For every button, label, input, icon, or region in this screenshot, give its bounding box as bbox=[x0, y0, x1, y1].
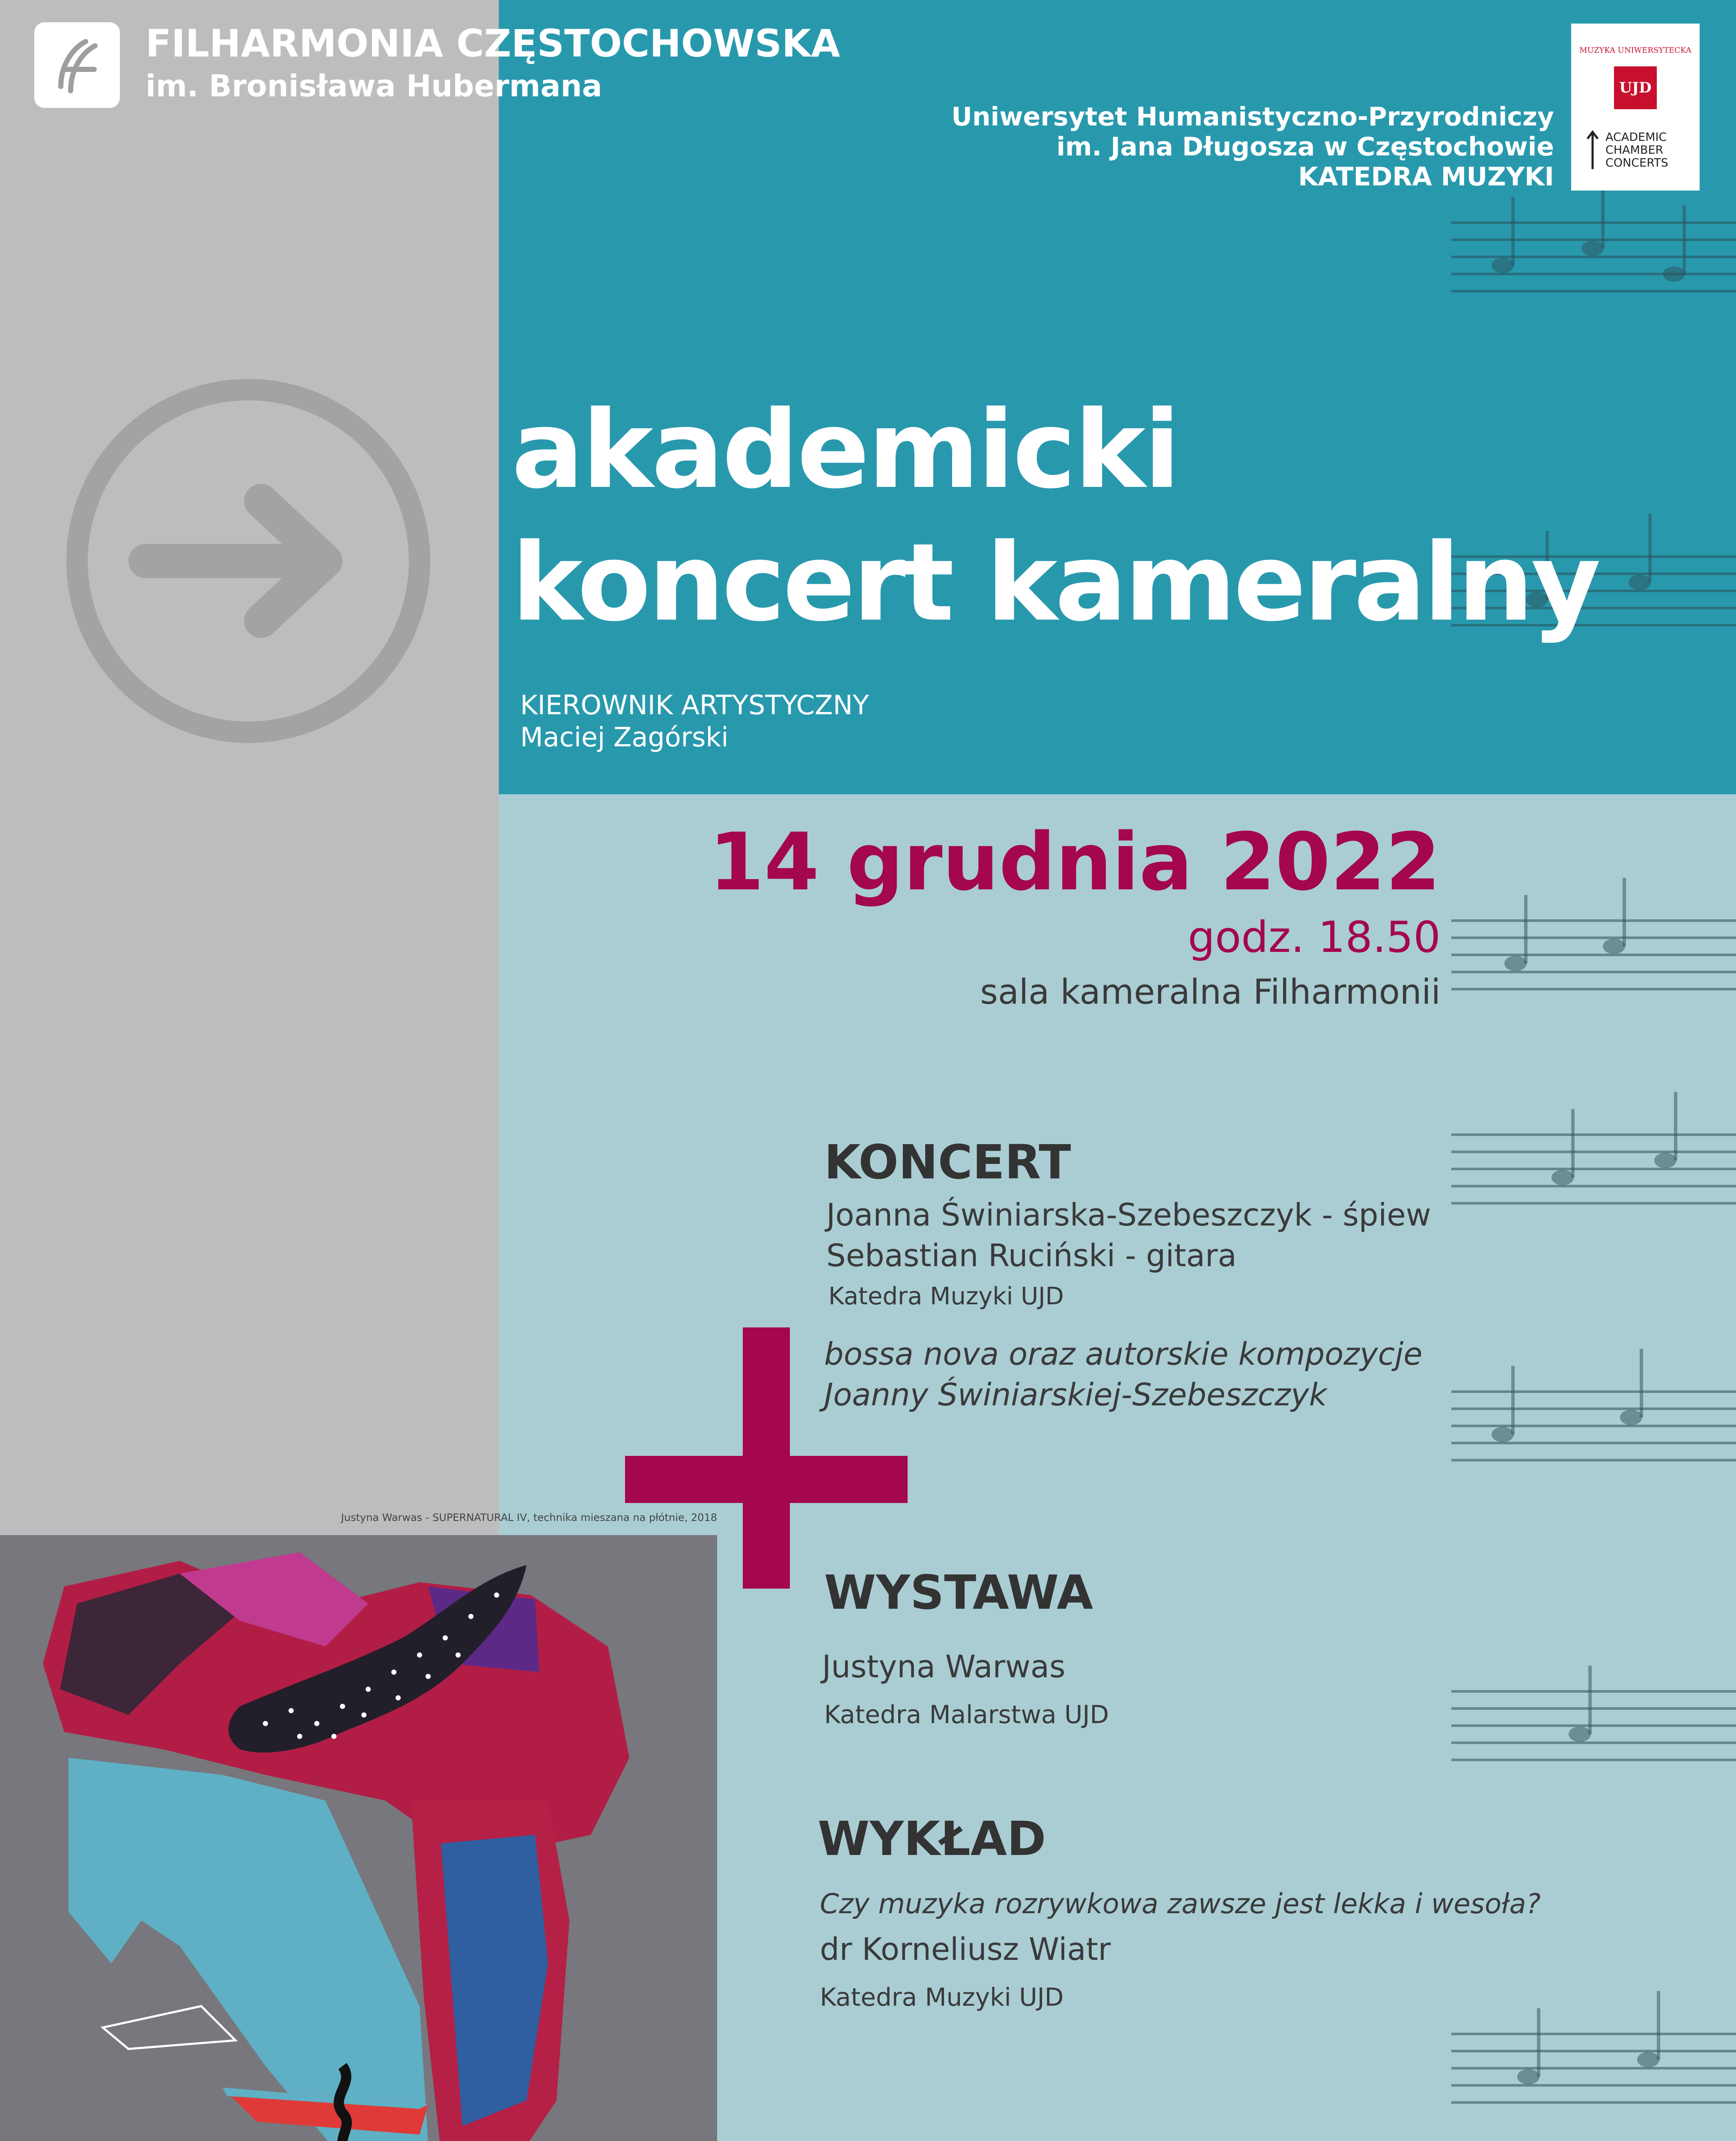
koncert-performer2: Sebastian Ruciński - gitara bbox=[826, 1237, 1237, 1273]
ujd-caption-3: CONCERTS bbox=[1605, 156, 1668, 170]
up-arrow-icon bbox=[1584, 128, 1601, 171]
wyklad-affiliation: Katedra Muzyki UJD bbox=[820, 1983, 1064, 2012]
university-line2: im. Jana Długosza w Częstochowie bbox=[1056, 132, 1554, 162]
koncert-affiliation: Katedra Muzyki UJD bbox=[828, 1282, 1064, 1310]
music-score-background bbox=[1451, 0, 1736, 2141]
wystawa-affiliation: Katedra Malarstwa UJD bbox=[824, 1700, 1109, 1729]
event-time: godz. 18.50 bbox=[1188, 912, 1441, 962]
ujd-badge bbox=[1571, 24, 1700, 191]
title-line2: koncert kameralny bbox=[512, 520, 1599, 645]
event-venue: sala kameralna Filharmonii bbox=[980, 972, 1441, 1012]
org-patron: im. Bronisława Hubermana bbox=[146, 69, 602, 104]
koncert-performer1: Joanna Świniarska-Szebeszczyk - śpiew bbox=[826, 1197, 1431, 1233]
title-line1: akademicki bbox=[512, 388, 1179, 512]
filharmonia-logo bbox=[34, 22, 120, 108]
plus-icon-vertical bbox=[743, 1327, 790, 1589]
arrow-circle-icon bbox=[60, 373, 437, 749]
wyklad-heading: WYKŁAD bbox=[818, 1811, 1046, 1866]
koncert-heading: KONCERT bbox=[824, 1135, 1071, 1190]
director-label: KIEROWNIK ARTYSTYCZNY bbox=[520, 689, 869, 721]
wyklad-speaker: dr Korneliusz Wiatr bbox=[820, 1931, 1111, 1967]
director-name: Maciej Zagórski bbox=[520, 722, 729, 753]
koncert-program-line2: Joanny Świniarskiej-Szebeszczyk bbox=[824, 1377, 1327, 1413]
ujd-caption-1: ACADEMIC bbox=[1605, 131, 1667, 144]
wystawa-heading: WYSTAWA bbox=[824, 1565, 1093, 1620]
university-line1: Uniwersytet Humanistyczno-Przyrodniczy bbox=[951, 102, 1554, 132]
ujd-mark-text: UJD bbox=[1619, 79, 1652, 96]
event-date: 14 grudnia 2022 bbox=[709, 816, 1441, 908]
artwork-painting bbox=[0, 1535, 717, 2141]
filharmonia-logo-icon bbox=[34, 22, 120, 108]
wystawa-artist: Justyna Warwas bbox=[822, 1649, 1066, 1685]
wyklad-topic: Czy muzyka rozrywkowa zawsze jest lekka i wesoła? bbox=[820, 1888, 1541, 1920]
artwork-caption: Justyna Warwas - SUPERNATURAL IV, technika mieszana na płótnie, 2018 bbox=[341, 1512, 717, 1524]
ujd-mark-icon bbox=[1614, 66, 1657, 109]
university-line3: KATEDRA MUZYKI bbox=[1298, 162, 1554, 192]
org-name: FILHARMONIA CZĘSTOCHOWSKA bbox=[146, 21, 840, 66]
koncert-program-line1: bossa nova oraz autorskie kompozycje bbox=[824, 1336, 1423, 1372]
ujd-badge-top: MUZYKA UNIWERSYTECKA bbox=[1579, 46, 1691, 55]
ujd-caption-2: CHAMBER bbox=[1605, 143, 1664, 157]
